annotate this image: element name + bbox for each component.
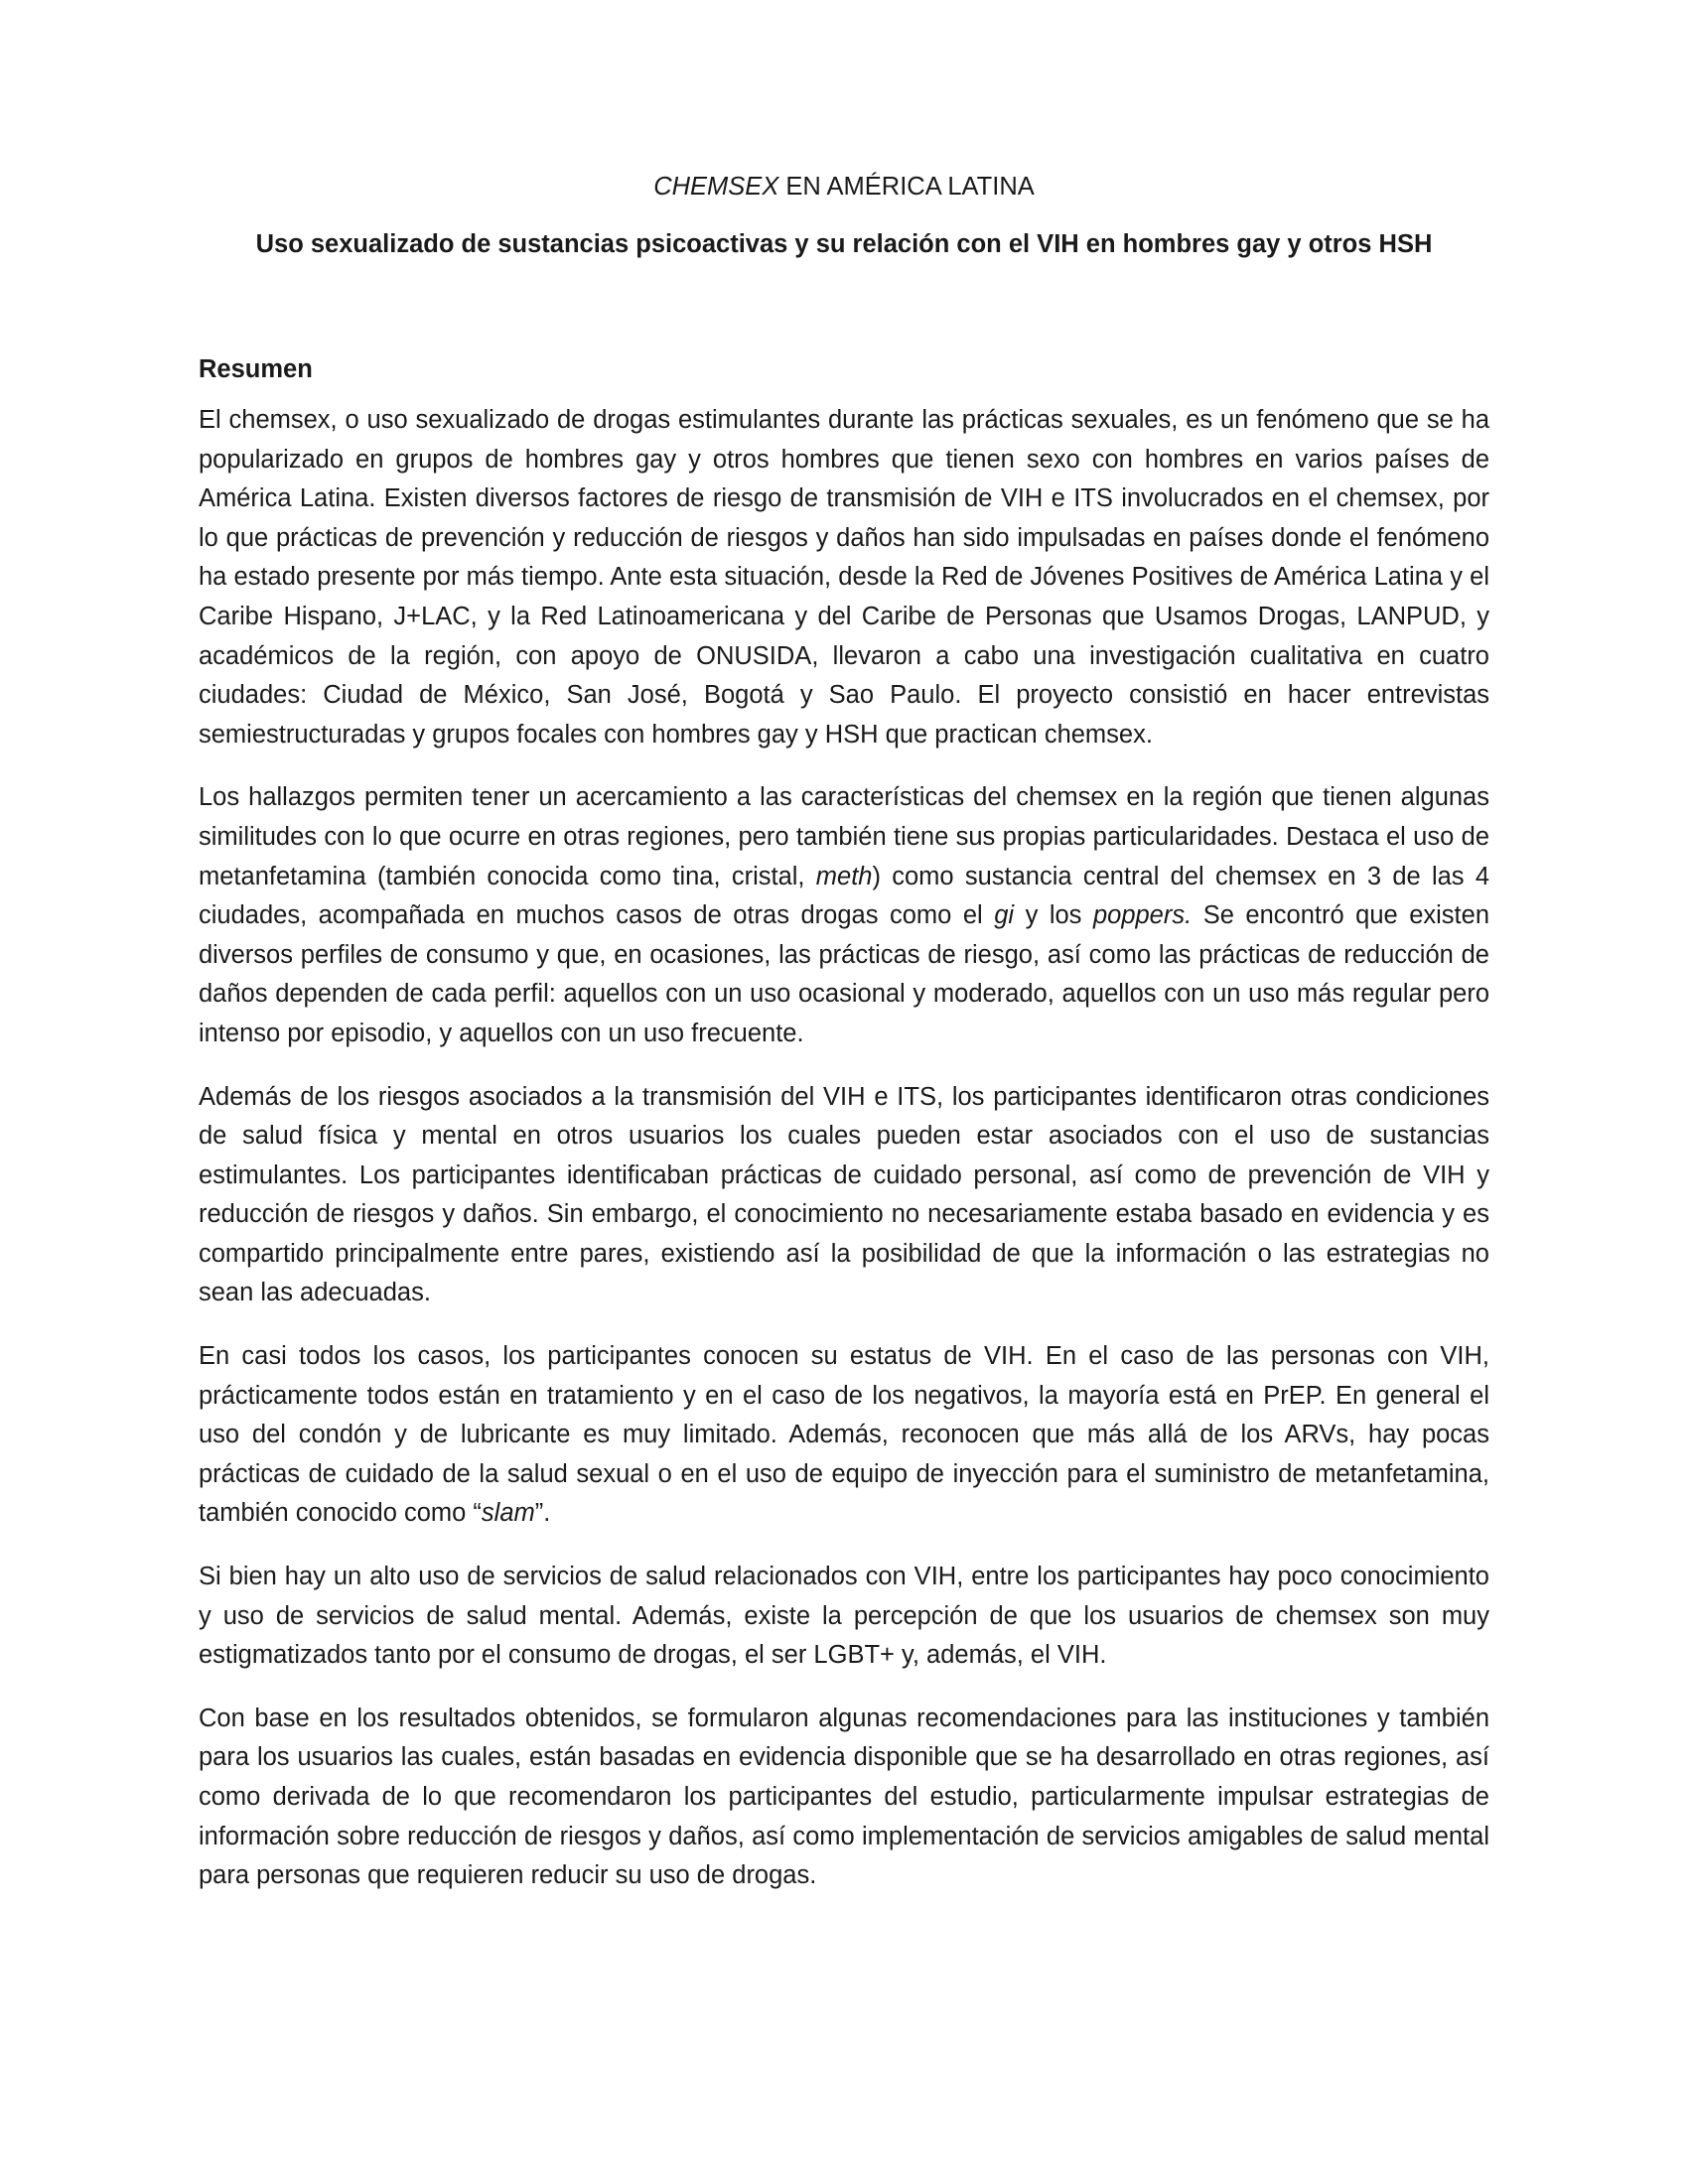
paragraph-2-text-e: y los — [1014, 901, 1093, 930]
paragraph-4-italic-slam: slam — [481, 1499, 535, 1528]
paragraph-4-text-a: En casi todos los casos, los participantes conocen su estatus de VIH. En el caso de las personas con VIH, prácticamente todos están en tratamiento y en el caso de los negativos, la mayoría está en PrEP. En general el uso del condón y de lubricante es muy limitado. Además, reconocen que más allá de los ARVs, hay pocas prácticas de cuidado de la salud sexual o en el uso de equipo de inyección para el suministro de metanfetamina, también conocido como “ — [199, 1342, 1489, 1528]
title-italic-part: CHEMSEX — [653, 173, 779, 201]
paragraph-4-text-c: ”. — [534, 1499, 551, 1528]
document-subtitle: Uso sexualizado de sustancias psicoactivas y su relación con el VIH en hombres gay y otros HSH — [255, 230, 1433, 258]
paragraph-3: Además de los riesgos asociados a la transmisión del VIH e ITS, los participantes identificaron otras condiciones de salud física y mental en otros usuarios los cuales pueden estar asociados con el uso de sustancias estimulantes. Los participantes identificaban prácticas de cuidado personal, así como de prevención de VIH y reducción de riesgos y daños. Sin embargo, el conocimiento no necesariamente estaba basado en evidencia y es compartido principalmente entre pares, existiendo así la posibilidad de que la información o las estrategias no sean las adecuadas. — [199, 1082, 1489, 1307]
section-heading-resumen: Resumen — [199, 355, 313, 383]
document-page — [199, 169, 1489, 1896]
paragraph-5: Si bien hay un alto uso de servicios de salud relacionados con VIH, entre los participantes hay poco conocimiento y uso de servicios de salud mental. Además, existe la percepción de que los usuarios de chemsex son muy estigmatizados tanto por el consumo de drogas, el ser LGBT+ y, además, el VIH. — [199, 1563, 1489, 1670]
paragraph-6: Con base en los resultados obtenidos, se formularon algunas recomendaciones para las instituciones y también para los usuarios las cuales, están basadas en evidencia disponible que se ha desarrollado en otras regiones, así como derivada de lo que recomendaron los participantes del estudio, particularmente impulsar estrategias de información sobre reducción de riesgos y daños, así como implementación de servicios amigables de salud mental para personas que requieren reducir su uso de drogas. — [199, 1704, 1489, 1890]
document-title — [199, 169, 1489, 205]
paragraph-2-text-a: Los hallazgos permiten tener un acercamiento a las características del chemsex en la región que tienen algunas similitudes con lo que ocurre en otras regiones, pero también tiene sus propias particularidades. Destaca el uso de metanfetamina (también conocida como tina, cristal, — [199, 783, 1489, 890]
paragraph-2-italic-poppers: poppers. — [1092, 901, 1193, 930]
paragraph-1: El chemsex, o uso sexualizado de drogas estimulantes durante las prácticas sexuales, es un fenómeno que se ha popularizado en grupos de hombres gay y otros hombres que tienen sexo con hombres en varios países de América Latina. Existen diversos factores de riesgo de transmisión de VIH e ITS involucrados en el chemsex, por lo que prácticas de prevención y reducción de riesgos y daños han sido impulsadas en países donde el fenómeno ha estado presente por más tiempo. Ante esta situación, desde la Red de Jóvenes Positives de América Latina y el Caribe Hispano, J+LAC, y la Red Latinoamericana y del Caribe de Personas que Usamos Drogas, LANPUD, y académicos de la región, con apoyo de ONUSIDA, llevaron a cabo una investigación cualitativa en cuatro ciudades: Ciudad de México, San José, Bogotá y Sao Paulo. El proyecto consistió en hacer entrevistas semiestructuradas y grupos focales con hombres gay y HSH que practican chemsex. — [199, 406, 1489, 749]
paragraph-2-text-c: ) como sustancia central del chemsex en 3 de las 4 ciudades, acompañada en muchos casos de otras drogas como el — [199, 862, 1489, 930]
paragraph-4 — [199, 1337, 1489, 1534]
title-rest-part: EN AMÉRICA LATINA — [778, 173, 1035, 201]
paragraph-2-italic-gi: gi — [994, 901, 1015, 930]
paragraph-2 — [199, 778, 1489, 1053]
paragraph-2-text-g: Se encontró que existen diversos perfiles de consumo y que, en ocasiones, las prácticas de riesgo, así como las prácticas de reducción de daños dependen de cada perfil: aquellos con un uso ocasional y moderado, aquellos con un uso más regular pero intenso por episodio, y aquellos con un uso frecuente. — [199, 901, 1490, 1047]
paragraph-2-italic-meth: meth — [815, 862, 873, 890]
